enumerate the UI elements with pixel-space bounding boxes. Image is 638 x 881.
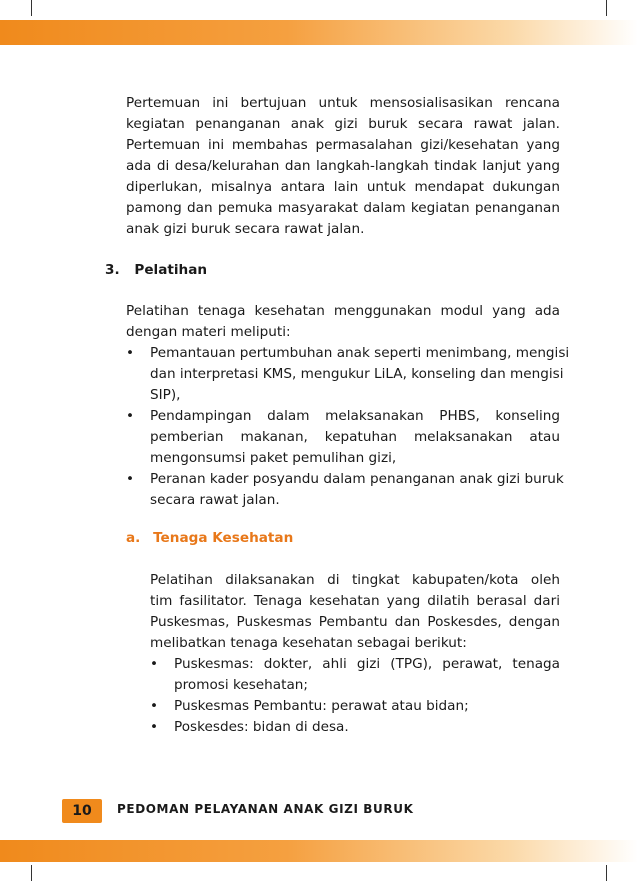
text-line: anak gizi buruk secara rawat jalan. xyxy=(126,221,365,237)
text-line: ada di desa/kelurahan dan langkah-langkah tindak lanjut yang xyxy=(126,158,560,174)
text-line: Pendampingan dalam melaksanakan PHBS, konseling xyxy=(150,408,560,424)
text-line: Puskesmas, Puskesmas Pembantu dan Poskesdes, dengan xyxy=(150,614,560,630)
list-item xyxy=(126,343,570,406)
bullet-icon: • xyxy=(126,345,135,361)
text-line: Pertemuan ini bertujuan untuk mensosialisasikan rencana xyxy=(126,95,560,111)
section-intro-paragraph xyxy=(126,301,560,343)
text-line: Puskesmas: dokter, ahli gizi (TPG), perawat, tenaga xyxy=(174,656,560,672)
subsection-label: a. xyxy=(126,530,141,546)
header-band xyxy=(0,20,638,45)
text-line: Pelatihan dilaksanakan di tingkat kabupaten/kota oleh xyxy=(150,572,560,588)
list-item xyxy=(150,654,560,696)
text-line: promosi kesehatan; xyxy=(174,677,308,693)
text-line: tim fasilitator. Tenaga kesehatan yang dilatih berasal dari xyxy=(150,593,560,609)
text-line: secara rawat jalan. xyxy=(150,492,280,508)
text-line: dan interpretasi KMS, mengukur LiLA, konseling dan mengisi xyxy=(150,366,564,382)
subsection-intro-paragraph xyxy=(150,570,560,654)
text-line: pemberian makanan, kepatuhan melaksanakan atau xyxy=(150,429,560,445)
crop-mark-top-right-v xyxy=(606,0,607,16)
crop-mark-bottom-left-v xyxy=(31,865,32,881)
section-heading xyxy=(105,260,207,281)
subsection-heading xyxy=(126,528,293,549)
text-line: Pemantauan pertumbuhan anak seperti menimbang, mengisi xyxy=(150,345,570,361)
list-item xyxy=(126,469,564,511)
bullet-icon: • xyxy=(126,471,135,487)
list-item xyxy=(150,717,560,738)
text-line: kegiatan penanganan anak gizi buruk secara rawat jalan. xyxy=(126,116,560,132)
text-line: pamong dan pemuka masyarakat dalam kegiatan penanganan xyxy=(126,200,560,216)
intro-paragraph xyxy=(126,93,560,240)
list-item xyxy=(150,696,560,717)
crop-mark-bottom-right-v xyxy=(606,865,607,881)
text-line: Pelatihan tenaga kesehatan menggunakan modul yang ada xyxy=(126,303,560,319)
text-line: diperlukan, misalnya antara lain untuk mendapat dukungan xyxy=(126,179,560,195)
footer-band xyxy=(0,840,638,862)
list-item xyxy=(126,406,560,469)
section-title: Pelatihan xyxy=(134,262,208,278)
text-line: mengonsumsi paket pemulihan gizi, xyxy=(150,450,397,466)
bullet-icon: • xyxy=(150,698,159,714)
crop-mark-top-left-v xyxy=(31,0,32,16)
text-line: melibatkan tenaga kesehatan sebagai berikut: xyxy=(150,635,467,651)
text-line: dengan materi meliputi: xyxy=(126,324,291,340)
text-line: Peranan kader posyandu dalam penanganan anak gizi buruk xyxy=(150,471,564,487)
section-number: 3. xyxy=(105,262,120,278)
text-line: SIP), xyxy=(150,387,181,403)
subsection-title: Tenaga Kesehatan xyxy=(153,530,294,546)
bullet-icon: • xyxy=(150,656,159,672)
text-line: Puskesmas Pembantu: perawat atau bidan; xyxy=(174,698,469,714)
page-number: 10 xyxy=(62,799,102,823)
running-footer-title: PEDOMAN PELAYANAN ANAK GIZI BURUK xyxy=(117,802,414,816)
bullet-icon: • xyxy=(126,408,135,424)
text-line: Poskesdes: bidan di desa. xyxy=(174,719,349,735)
text-line: Pertemuan ini membahas permasalahan gizi/kesehatan yang xyxy=(126,137,560,153)
bullet-icon: • xyxy=(150,719,159,735)
